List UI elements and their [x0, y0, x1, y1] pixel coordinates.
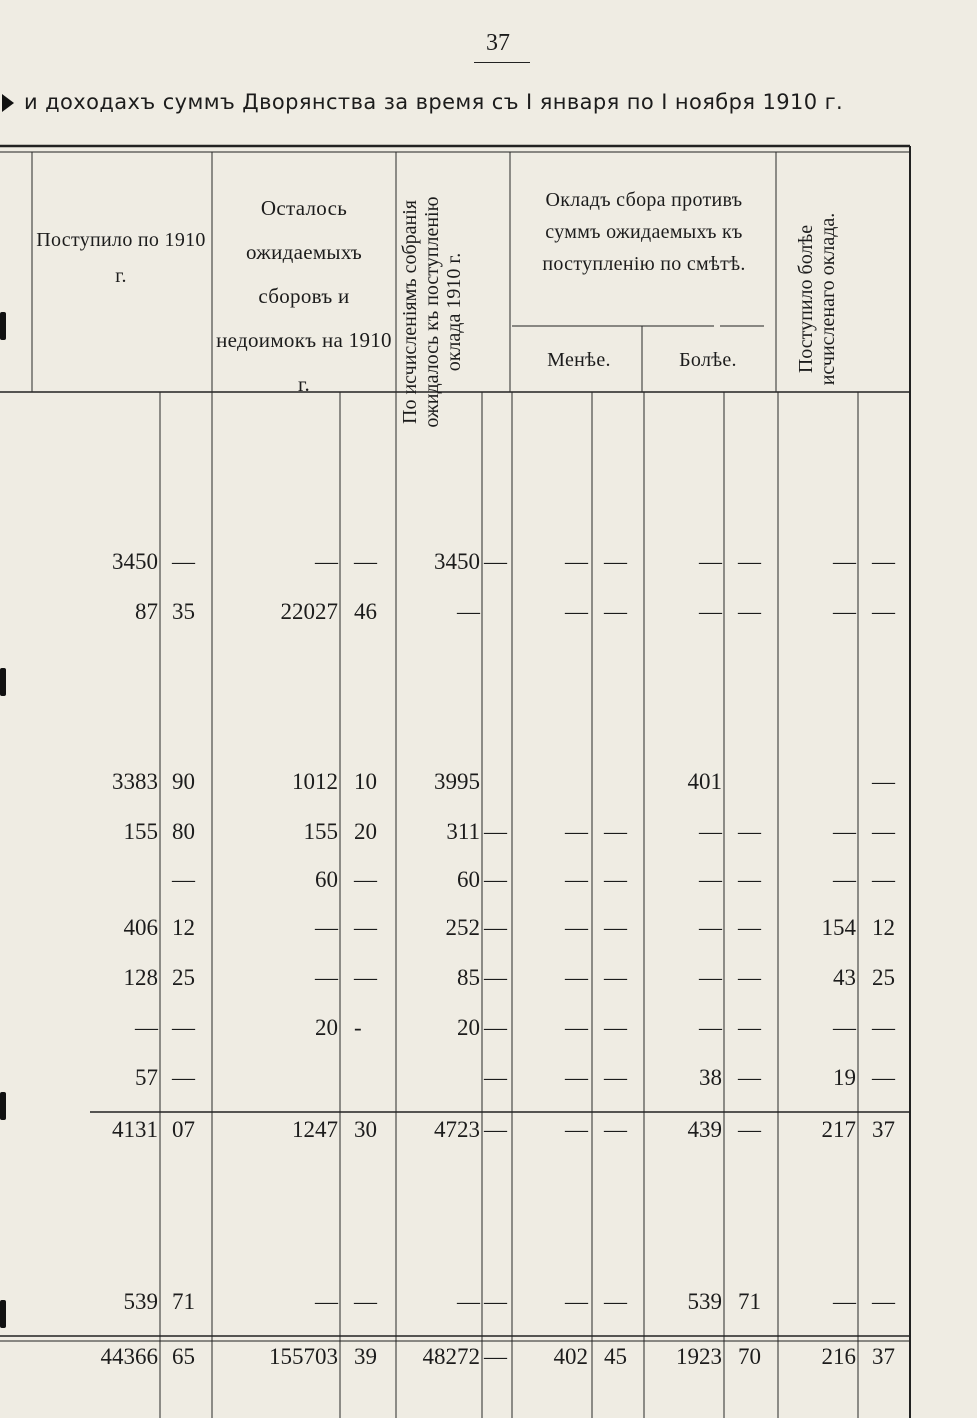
table-cell: 87: [135, 599, 158, 624]
table-cell: 216: [821, 1344, 856, 1369]
table-cell: 22027: [280, 599, 338, 624]
table-cell: —: [872, 819, 895, 844]
table-cell: 4723: [434, 1117, 480, 1142]
table-cell: —: [565, 549, 588, 574]
table-cell: —: [172, 867, 195, 892]
table-cell: —: [565, 599, 588, 624]
table-cell: —: [738, 819, 761, 844]
table-cell: 154: [821, 915, 856, 940]
table-cell: —: [872, 1065, 895, 1090]
table-cell: 406: [123, 915, 158, 940]
table-cell: —: [738, 549, 761, 574]
table-cell: —: [565, 1065, 588, 1090]
table-cell: —: [172, 549, 195, 574]
table-cell: —: [872, 1289, 895, 1314]
table-cell: 20: [315, 1015, 338, 1040]
table-cell: 402: [553, 1344, 588, 1369]
table-cell: —: [738, 1117, 761, 1142]
table-cell: —: [738, 1015, 761, 1040]
table-cell: —: [315, 549, 338, 574]
table-cell: —: [604, 915, 627, 940]
table-cell: 20: [457, 1015, 480, 1040]
table-cell: —: [172, 1065, 195, 1090]
table-cell: 37: [872, 1344, 895, 1369]
table-cell: —: [484, 1117, 507, 1142]
table-cell: 3450: [434, 549, 480, 574]
table-cell: 65: [172, 1344, 195, 1369]
table-cell: 128: [123, 965, 158, 990]
table-cell: 30: [354, 1117, 377, 1142]
table-cell: —: [699, 599, 722, 624]
table-cell: —: [872, 599, 895, 624]
table-cell: —: [565, 915, 588, 940]
table-cell: —: [354, 965, 377, 990]
table-cell: 1923: [676, 1344, 722, 1369]
table-cell: —: [484, 965, 507, 990]
table-cell: —: [604, 1117, 627, 1142]
table-cell: —: [565, 1289, 588, 1314]
table-cell: —: [565, 1117, 588, 1142]
table-cell: —: [604, 1289, 627, 1314]
table-cell: —: [699, 819, 722, 844]
table-cell: —: [699, 867, 722, 892]
table-cell: 20: [354, 819, 377, 844]
table-cell: —: [484, 1344, 507, 1369]
table-cell: —: [738, 965, 761, 990]
table-cell: —: [315, 915, 338, 940]
table-cell: 19: [833, 1065, 856, 1090]
table-cell: 39: [354, 1344, 377, 1369]
table-cell: —: [604, 819, 627, 844]
table-cell: 12: [172, 915, 195, 940]
table-cell: 12: [872, 915, 895, 940]
table-cell: —: [738, 1065, 761, 1090]
table-cell: 90: [172, 769, 195, 794]
table-cell: —: [738, 599, 761, 624]
table-cell: —: [172, 1015, 195, 1040]
table-cell: —: [699, 1015, 722, 1040]
table-cell: —: [565, 867, 588, 892]
table-cell: 07: [172, 1117, 195, 1142]
table-cell: —: [833, 1289, 856, 1314]
table-cell: —: [484, 1015, 507, 1040]
table-cell: 44366: [100, 1344, 158, 1369]
table-cell: 10: [354, 769, 377, 794]
table-cell: 3450: [112, 549, 158, 574]
table-cell: —: [484, 1065, 507, 1090]
table-cell: 38: [699, 1065, 722, 1090]
page-heading: и доходахъ суммъ Дворянства за время съ I января по I ноября 1910 г.: [24, 90, 844, 114]
table-cell: —: [354, 1289, 377, 1314]
table-cell: —: [484, 1289, 507, 1314]
table-cell: —: [484, 549, 507, 574]
table-cell: —: [604, 1065, 627, 1090]
page-number: 37: [486, 30, 510, 56]
table-cell: —: [354, 549, 377, 574]
table-cell: —: [484, 819, 507, 844]
table-cell: —: [354, 915, 377, 940]
table-cell: 539: [123, 1289, 158, 1314]
table-cell: 155703: [269, 1344, 338, 1369]
table-cell: —: [699, 965, 722, 990]
table-cell: 3383: [112, 769, 158, 794]
table-cell: 60: [315, 867, 338, 892]
table-cell: —: [135, 1015, 158, 1040]
table-cell: —: [833, 599, 856, 624]
table-cell: —: [565, 1015, 588, 1040]
table-cell: 45: [604, 1344, 627, 1369]
table-cell: -: [354, 1015, 362, 1040]
table-cell: —: [484, 867, 507, 892]
table-cell: 80: [172, 819, 195, 844]
col-header-postupilo: Поступило по 1910 г.: [36, 229, 206, 287]
table-cell: —: [872, 1015, 895, 1040]
table-cell: —: [315, 1289, 338, 1314]
table-cell: 25: [172, 965, 195, 990]
table-cell: 217: [821, 1117, 856, 1142]
table-cell: —: [604, 1015, 627, 1040]
table-cell: 3995: [434, 769, 480, 794]
table-cell: 48272: [422, 1344, 480, 1369]
table-cell: 439: [687, 1117, 722, 1142]
table-cell: 1247: [292, 1117, 338, 1142]
table-cell: 37: [872, 1117, 895, 1142]
table-cell: 35: [172, 599, 195, 624]
table-cell: —: [457, 599, 480, 624]
table-cell: —: [833, 819, 856, 844]
table-cell: 4131: [112, 1117, 158, 1142]
table-cell: —: [604, 867, 627, 892]
table-cell: 70: [738, 1344, 761, 1369]
table-cell: 252: [445, 915, 480, 940]
table-cell: —: [484, 915, 507, 940]
table-cell: —: [833, 1015, 856, 1040]
col-header-postupilo-bolee: Поступило болѣе исчисленаго оклада.: [795, 212, 839, 386]
col-header-po-ischisleniyam: По исчисленіямъ собранія ожидалось къ поступленію оклада 1910 г.: [399, 196, 465, 428]
table-cell: —: [315, 965, 338, 990]
table-cell: —: [565, 819, 588, 844]
col-header-menee: Менѣе.: [547, 349, 611, 371]
table-cell: —: [565, 965, 588, 990]
table-cell: 71: [738, 1289, 761, 1314]
col-header-bolee: Болѣе.: [679, 349, 737, 371]
table-cell: 46: [354, 599, 377, 624]
table-cell: —: [604, 599, 627, 624]
table-cell: —: [738, 867, 761, 892]
col-header-oklad: Окладъ сбора противъ суммъ ожидаемыхъ къ поступленію по смѣтѣ.: [542, 189, 746, 275]
table-cell: —: [699, 549, 722, 574]
table-cell: 71: [172, 1289, 195, 1314]
table-cell: 155: [123, 819, 158, 844]
table-cell: 85: [457, 965, 480, 990]
table-cell: —: [699, 915, 722, 940]
table-cell: —: [872, 549, 895, 574]
table-cell: —: [872, 769, 895, 794]
table-cell: 25: [872, 965, 895, 990]
table-cell: 43: [833, 965, 856, 990]
table-cell: —: [604, 549, 627, 574]
table-cell: 401: [687, 769, 722, 794]
table-cell: 539: [687, 1289, 722, 1314]
table-cell: —: [833, 549, 856, 574]
table-cell: 1012: [292, 769, 338, 794]
table-cell: —: [604, 965, 627, 990]
table-cell: —: [354, 867, 377, 892]
table-cell: 311: [446, 819, 480, 844]
table-cell: —: [738, 915, 761, 940]
table-cell: —: [833, 867, 856, 892]
table-cell: —: [457, 1289, 480, 1314]
table-cell: 60: [457, 867, 480, 892]
table-cell: 57: [135, 1065, 158, 1090]
table-cell: 155: [303, 819, 338, 844]
col-header-ostalos: Осталось ожидаемыхъ сборовъ и недоимокъ на 1910 г.: [216, 196, 392, 396]
table-cell: —: [872, 867, 895, 892]
